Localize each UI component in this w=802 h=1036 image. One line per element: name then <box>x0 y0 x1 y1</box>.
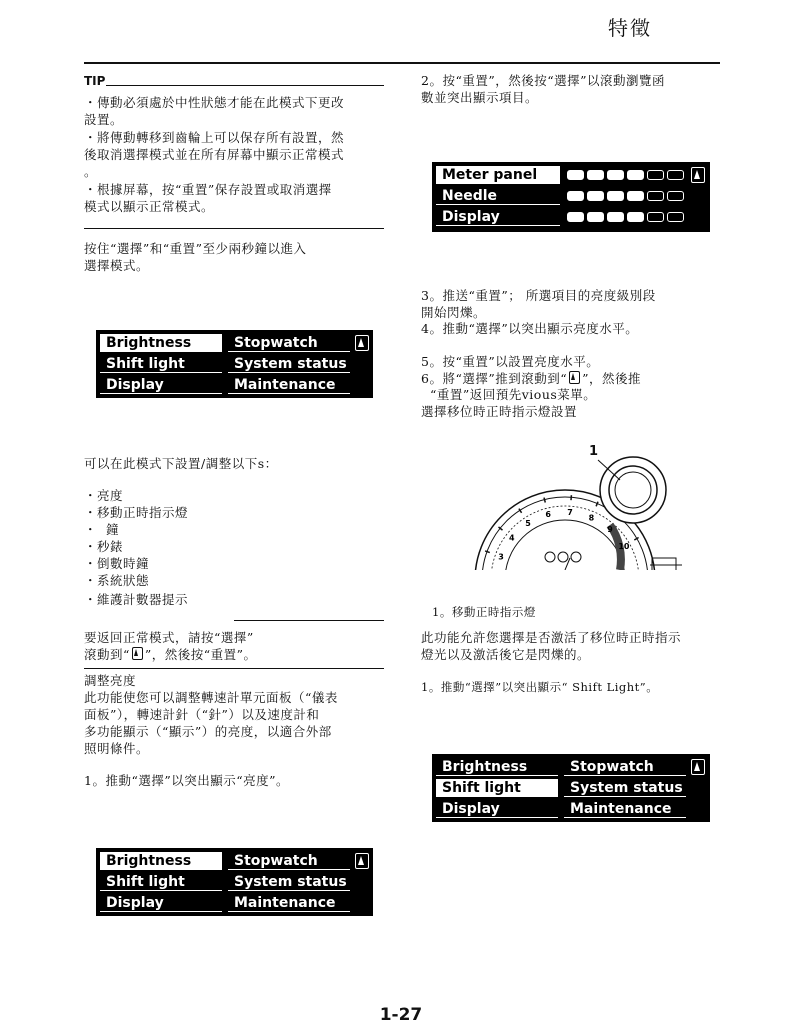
brightness-level-segment <box>607 212 624 222</box>
settings-list-item: ・維護計數器提示 <box>84 592 189 607</box>
tip-item-3: ・根據屏幕，按“重置”保存設置或取消選擇 模式以顯示正常模式。 <box>84 182 332 214</box>
settings-list-item: ・亮度 <box>84 488 124 503</box>
brightness-level-segment <box>567 212 584 222</box>
figure-caption: 1。移動正時指示燈 <box>432 605 536 619</box>
level-row-label: Needle <box>436 187 560 205</box>
brightness-level-bars <box>567 170 684 180</box>
menu-item-shift-light: Shift light <box>100 873 222 891</box>
settings-list-item: ・倒數時鐘 <box>84 556 150 571</box>
up-arrow-icon <box>691 167 705 183</box>
brightness-level-segment <box>647 191 664 201</box>
up-arrow-icon <box>691 759 705 775</box>
menu-item-display: Display <box>436 800 558 818</box>
shift-light-step-1: 1。推動“選擇”以突出顯示“ Shift Light”。 <box>421 680 659 694</box>
gauge-tick-label: 4 <box>509 533 515 543</box>
tip-item-1: ・傳動必須處於中性狀態才能在此模式下更改 設置。 <box>84 95 345 127</box>
up-arrow-icon <box>355 853 369 869</box>
step-6-text <box>421 370 641 387</box>
menu-item-display: Display <box>100 894 222 912</box>
tip-rule <box>106 85 384 86</box>
figure-callout-number: 1 <box>589 444 599 459</box>
brightness-level-segment <box>627 212 644 222</box>
step-4-text: 4。推動“選擇”以突出顯示亮度水平。 <box>421 321 639 336</box>
shift-light-description: 此功能允許您選擇是否激活了移位時正時指示 燈光以及激活後它是閃爍的。 <box>421 630 682 662</box>
menu-item-shift-light: Shift light <box>100 355 222 373</box>
level-row-label: Display <box>436 208 560 226</box>
settings-list-item: ・系統狀態 <box>84 573 150 588</box>
brightness-level-segment <box>587 212 604 222</box>
return-text-a: 滾動到“ <box>84 647 130 662</box>
brightness-level-segment <box>647 212 664 222</box>
brightness-level-segment <box>607 170 624 180</box>
gauge-tick-label: 10 <box>618 542 630 551</box>
brightness-level-segment <box>567 170 584 180</box>
gauge-tick-label: 5 <box>525 518 531 528</box>
up-arrow-icon <box>355 335 369 351</box>
menu-item-system-status: System status <box>228 873 350 891</box>
tip-end-rule <box>84 228 384 229</box>
menu-item-brightness: Brightness <box>100 334 222 352</box>
return-text-b: ”，然後按“重置”。 <box>144 647 257 662</box>
gauge-tick-label: 9 <box>607 525 613 534</box>
return-text-line2 <box>84 646 257 663</box>
lcd-menu-brightness-selected <box>96 330 373 398</box>
section-rule <box>234 620 384 621</box>
tip-item-2: ・將傳動轉移到齒輪上可以保存所有設置，然 後取消選擇模式並在所有屏幕中顯示正常模式 。 <box>84 130 345 179</box>
menu-item-maintenance: Maintenance <box>228 894 350 912</box>
menu-item-system-status: System status <box>564 779 686 797</box>
brightness-level-segment <box>667 212 684 222</box>
up-arrow-icon <box>569 371 580 384</box>
brightness-section-title: 調整亮度 <box>84 673 137 688</box>
menu-item-brightness: Brightness <box>436 758 558 776</box>
brightness-level-segment <box>587 191 604 201</box>
shift-light-section-title: 選擇移位時正時指示燈設置 <box>421 404 578 419</box>
menu-item-shift-light: Shift light <box>436 779 558 797</box>
step-5-text: 5。按“重置”以設置亮度水平。 <box>421 354 600 369</box>
menu-item-display: Display <box>100 376 222 394</box>
section-rule <box>84 668 384 669</box>
gauge-tick-mark <box>596 502 598 507</box>
menu-item-system-status: System status <box>228 355 350 373</box>
settings-list-item: ・ 鐘 <box>84 522 119 537</box>
page-number: 1-27 <box>379 1005 423 1025</box>
menu-item-stopwatch: Stopwatch <box>228 334 350 352</box>
brightness-level-bars <box>567 212 684 222</box>
gauge-tick-label: 8 <box>588 513 595 523</box>
step-6-a: 6。將“選擇”推到滾動到“ <box>421 371 568 386</box>
step-3-text: 3。推送“重置”； 所選項目的亮度級別段 開始閃爍。 <box>421 288 656 320</box>
tachometer-illustration <box>470 450 690 574</box>
enter-mode-text: 按住“選擇”和“重置”至少兩秒鐘以進入 選擇模式。 <box>84 241 307 273</box>
brightness-level-segment <box>607 191 624 201</box>
gauge-tick-mark <box>544 498 545 503</box>
lcd-menu-brightness-selected <box>96 848 373 916</box>
menu-item-stopwatch: Stopwatch <box>564 758 686 776</box>
menu-item-maintenance: Maintenance <box>228 376 350 394</box>
settings-list-item: ・秒錶 <box>84 539 124 554</box>
up-arrow-icon <box>132 647 143 660</box>
step-2-text: 2。按“重置”，然後按“選擇”以滾動瀏覽函 數並突出顯示項目。 <box>421 73 666 105</box>
lcd-menu-shift-light-selected <box>432 754 710 822</box>
level-row-label: Meter panel <box>436 166 560 184</box>
brightness-description: 此功能使您可以調整轉速計單元面板（“儀表 面板”），轉速計針（“針”）以及速度計和 多功能顯示（“顯示”）的亮度，以適合外部 照明條件。 <box>84 690 338 756</box>
settings-list-item: ・移動正時指示燈 <box>84 505 189 520</box>
brightness-level-bars <box>567 191 684 201</box>
brightness-level-segment <box>587 170 604 180</box>
tip-label: TIP <box>84 74 106 88</box>
step-1-text: 1。推動“選擇”以突出顯示“亮度”。 <box>84 773 290 788</box>
brightness-level-segment <box>667 191 684 201</box>
return-text-line1: 要返回正常模式，請按“選擇” <box>84 630 254 645</box>
lcd-brightness-levels <box>432 162 710 232</box>
brightness-level-segment <box>567 191 584 201</box>
brightness-level-segment <box>627 170 644 180</box>
menu-item-maintenance: Maintenance <box>564 800 686 818</box>
step-6-continued: “重置”返回預先vious菜單。 <box>421 387 597 402</box>
gauge-tick-label: 7 <box>567 508 573 518</box>
page-header-title: 特徵 <box>608 16 652 40</box>
step-6-b: ”，然後推 <box>582 371 642 386</box>
brightness-level-segment <box>667 170 684 180</box>
gauge-tick-label: 6 <box>545 510 551 520</box>
menu-item-stopwatch: Stopwatch <box>228 852 350 870</box>
header-rule <box>84 62 720 64</box>
brightness-level-segment <box>627 191 644 201</box>
menu-item-brightness: Brightness <box>100 852 222 870</box>
settings-intro: 可以在此模式下設置/調整以下s： <box>84 456 278 471</box>
gauge-tick-label: 3 <box>498 552 504 562</box>
brightness-level-segment <box>647 170 664 180</box>
gauge-tick-mark <box>485 551 490 553</box>
